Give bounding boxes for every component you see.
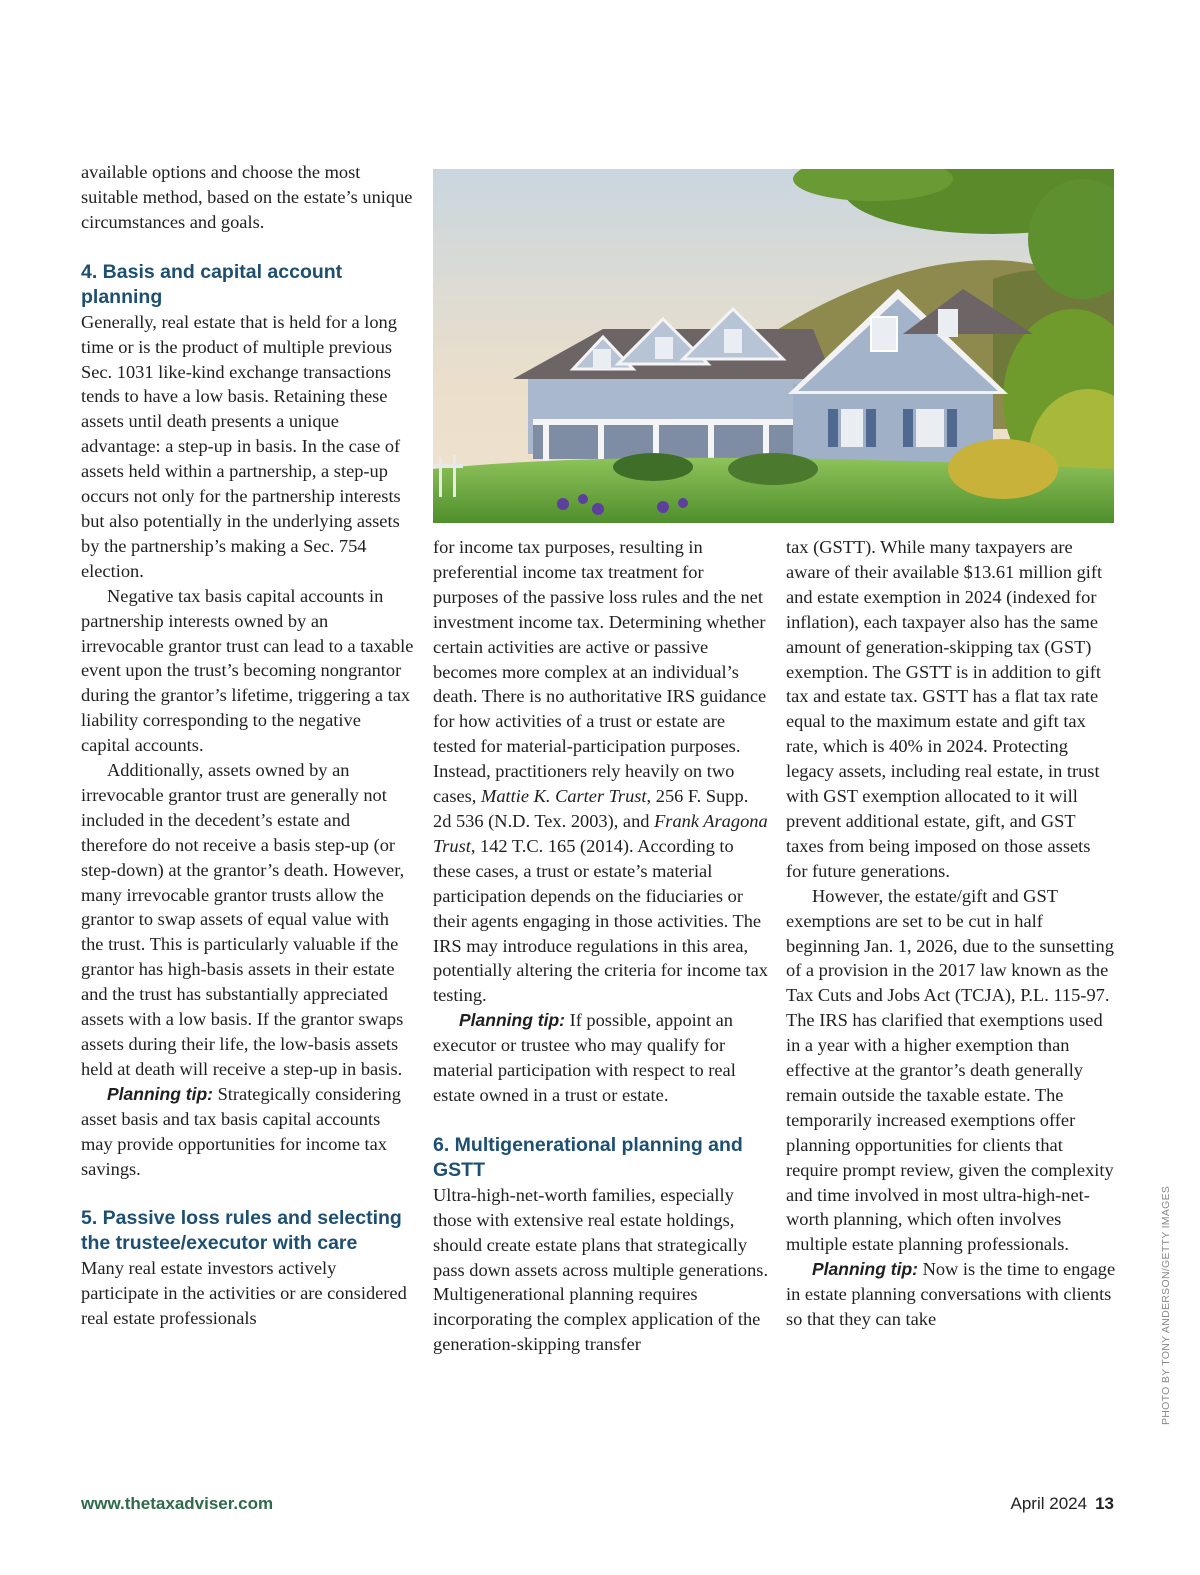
section-heading-4: 4. Basis and capital account planning bbox=[81, 260, 343, 308]
house-photo bbox=[433, 169, 1114, 523]
paragraph: Negative tax basis capital accounts in partnership interests owned by an irrevocable grantor trust can lead to a taxable event upon the trust’s becoming nongrantor during the grantor’s lifetime, triggering a tax liability corresponding to the negative capital accounts. bbox=[81, 585, 414, 756]
planning-tip-text: Strategically considering asset basis and tax basis capital accounts may provide opportunities for income tax savings. bbox=[81, 1083, 401, 1179]
planning-tip-text: If possible, appoint an executor or trustee who may qualify for material participation with respect to real estate owned in a trust or estate. bbox=[433, 1010, 736, 1105]
text-column-2 bbox=[433, 535, 769, 1357]
paragraph-intro: available options and choose the most suitable method, based on the estate’s unique circumstances and goals. bbox=[81, 162, 413, 232]
text-run: for income tax purposes, resulting in preferential income tax treatment for purposes of the passive loss rules and the net investment income tax. Determining whether certain activities are active or passive becomes more complex at an individual’s death. There is no authoritative IRS guidance for how activities of a trust or estate are tested for material-participation purposes. Instead, practitioners rely heavily on two cases, bbox=[433, 537, 767, 807]
footer-url[interactable]: www.thetaxadviser.com bbox=[81, 1494, 274, 1513]
issue-date: April 2024 bbox=[1010, 1494, 1088, 1513]
planning-tip-label: Planning tip: bbox=[107, 1083, 213, 1104]
text-column-1 bbox=[81, 160, 414, 1331]
case-name: Mattie K. Carter Trust bbox=[481, 786, 647, 807]
text-run: , 142 T.C. 165 (2014). According to these cases, a trust or estate’s material participation depends on the fiduciaries or their agents engaging in those activities. The IRS may introduce regulations in this area, potentially altering the criteria for income tax testing. bbox=[433, 835, 768, 1006]
section-heading-6: 6. Multigenerational planning and GSTT bbox=[433, 1133, 743, 1181]
page-number: 13 bbox=[1095, 1494, 1114, 1513]
planning-tip-label: Planning tip: bbox=[812, 1259, 918, 1280]
paragraph: tax (GSTT). While many taxpayers are aware of their available $13.61 million gift and estate exemption in 2024 (indexed for inflation), each taxpayer also has the same amount of generation-skipping tax (GST) exemption. The GSTT is in addition to gift tax and estate tax. GSTT has a flat tax rate equal to the maximum estate and gift tax rate, which is 40% in 2024. Protecting legacy assets, including real estate, in trust with GST exemption allocated to it will prevent additional estate, gift, and GST taxes from being imposed on those assets for future generations. bbox=[786, 537, 1103, 881]
photo-credit: PHOTO BY TONY ANDERSON/GETTY IMAGES bbox=[1160, 1185, 1172, 1425]
paragraph: Ultra-high-net-worth families, especially those with extensive real estate holdings, should create estate plans that strategically pass down assets across multiple generations. Multigenerational planning requires incorporating the complex application of the generation-skipping transfer bbox=[433, 1184, 769, 1355]
text-run: , 256 F. Supp. 2d 536 (N.D. Tex. 2003), and bbox=[433, 786, 749, 831]
planning-tip-paragraph bbox=[81, 1082, 414, 1182]
paragraph: Additionally, assets owned by an irrevocable grantor trust are generally not included in the decedent’s estate and therefore do not receive a basis step-up (or step-down) at the grantor’s death. However, many irrevocable grantor trusts allow the grantor to swap assets of equal value with the trust. This is particularly valuable if the grantor has high-basis assets in their estate and the trust has substantially appreciated assets with a low basis. If the grantor swaps assets during their life, the low-basis assets held at death will receive a step-up in basis. bbox=[81, 760, 405, 1079]
section-heading-5: 5. Passive loss rules and selecting the trustee/executor with care bbox=[81, 1207, 402, 1255]
paragraph: Generally, real estate that is held for a long time or is the product of multiple previous Sec. 1031 like-kind exchange transactions tends to have a low basis. Retaining these assets until death presents a unique advantage: a step-up in basis. In the case of assets held within a partnership, a step-up occurs not only for the partnership interests but also potentially in the underlying assets by the partnership’s making a Sec. 754 election. bbox=[81, 311, 401, 581]
case-name: Frank Aragona Trust bbox=[433, 810, 768, 856]
paragraph: However, the estate/gift and GST exemptions are set to be cut in half beginning Jan. 1, 2026, due to the sunsetting of a provision in the 2017 law known as the Tax Cuts and Jobs Act (TCJA), P.L. 115-97. The IRS has clarified that exemptions used in a year with a higher exemption than effective at the grantor’s death generally remain outside the taxable estate. The temporarily increased exemptions offer planning opportunities for clients that require prompt review, given the complexity and time involved in most ultra-high-net-worth planning, which often involves multiple estate planning professionals. bbox=[786, 885, 1114, 1255]
paragraph bbox=[433, 535, 769, 1008]
planning-tip-paragraph bbox=[433, 1008, 769, 1108]
planning-tip-label: Planning tip: bbox=[459, 1010, 565, 1031]
text-column-3 bbox=[786, 535, 1116, 1332]
planning-tip-paragraph bbox=[786, 1257, 1116, 1332]
paragraph: Many real estate investors actively participate in the activities or are considered real estate professionals bbox=[81, 1258, 407, 1329]
footer-issue-page bbox=[1011, 1494, 1114, 1514]
planning-tip-text: Now is the time to engage in estate planning conversations with clients so that they can take bbox=[786, 1259, 1116, 1330]
